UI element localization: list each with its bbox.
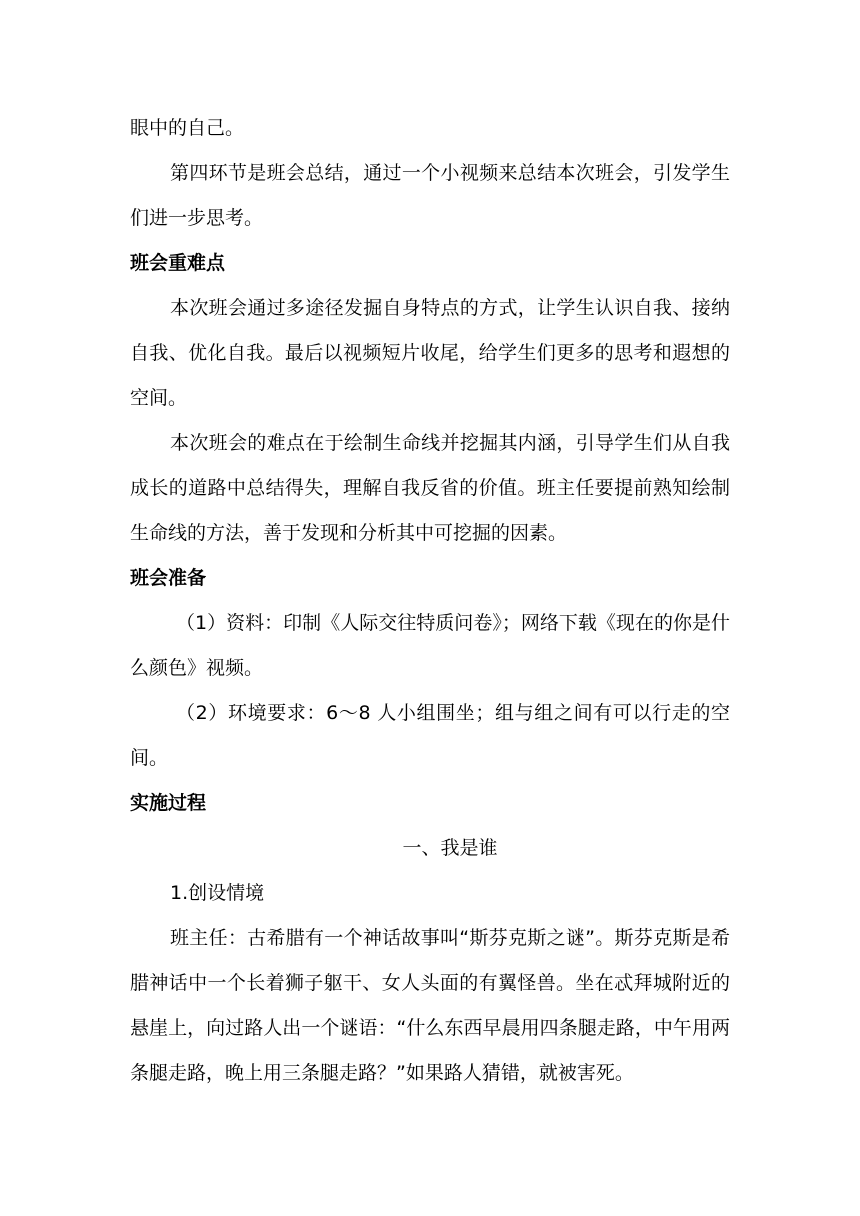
heading-implementation: 实施过程 <box>130 792 207 814</box>
heading-preparation: 班会准备 <box>130 567 207 589</box>
paragraph-key-points: 本次班会通过多途径发掘自身特点的方式，让学生认识自我、接纳自我、优化自我。最后以视频短片收尾，给学生们更多的思考和遐想的空间。 <box>130 297 730 409</box>
paragraph-summary-stage: 第四环节是班会总结，通过一个小视频来总结本次班会，引发学生们进一步思考。 <box>130 162 730 229</box>
paragraph-continuation: 眼中的自己。 <box>130 117 245 139</box>
paragraph-difficulties: 本次班会的难点在于绘制生命线并挖掘其内涵，引导学生们从自我成长的道路中总结得失，理解自我反省的价值。班主任要提前熟知绘制生命线的方法，善于发现和分析其中可挖掘的因素。 <box>130 432 730 544</box>
paragraph-materials: （1）资料：印制《人际交往特质问卷》；网络下载《现在的你是什么颜色》视频。 <box>130 612 730 679</box>
document-page <box>130 106 730 1096</box>
heading-key-difficulties: 班会重难点 <box>130 252 226 274</box>
paragraph-sphinx-story: 班主任：古希腊有一个神话故事叫“斯芬克斯之谜”。斯芬克斯是希腊神话中一个长着狮子躯干、女人头面的有翼怪兽。坐在忒拜城附近的悬崖上，向过路人出一个谜语：“什么东西早晨用四条腿走路，中午用两条腿走路，晚上用三条腿走路？”如果路人猜错，就被害死。 <box>130 927 730 1084</box>
paragraph-environment: （2）环境要求：6～8 人小组围坐；组与组之间有可以行走的空间。 <box>130 702 730 769</box>
subsection-create-scenario: 1.创设情境 <box>170 882 265 904</box>
section-title-who-am-i: 一、我是谁 <box>402 837 498 859</box>
